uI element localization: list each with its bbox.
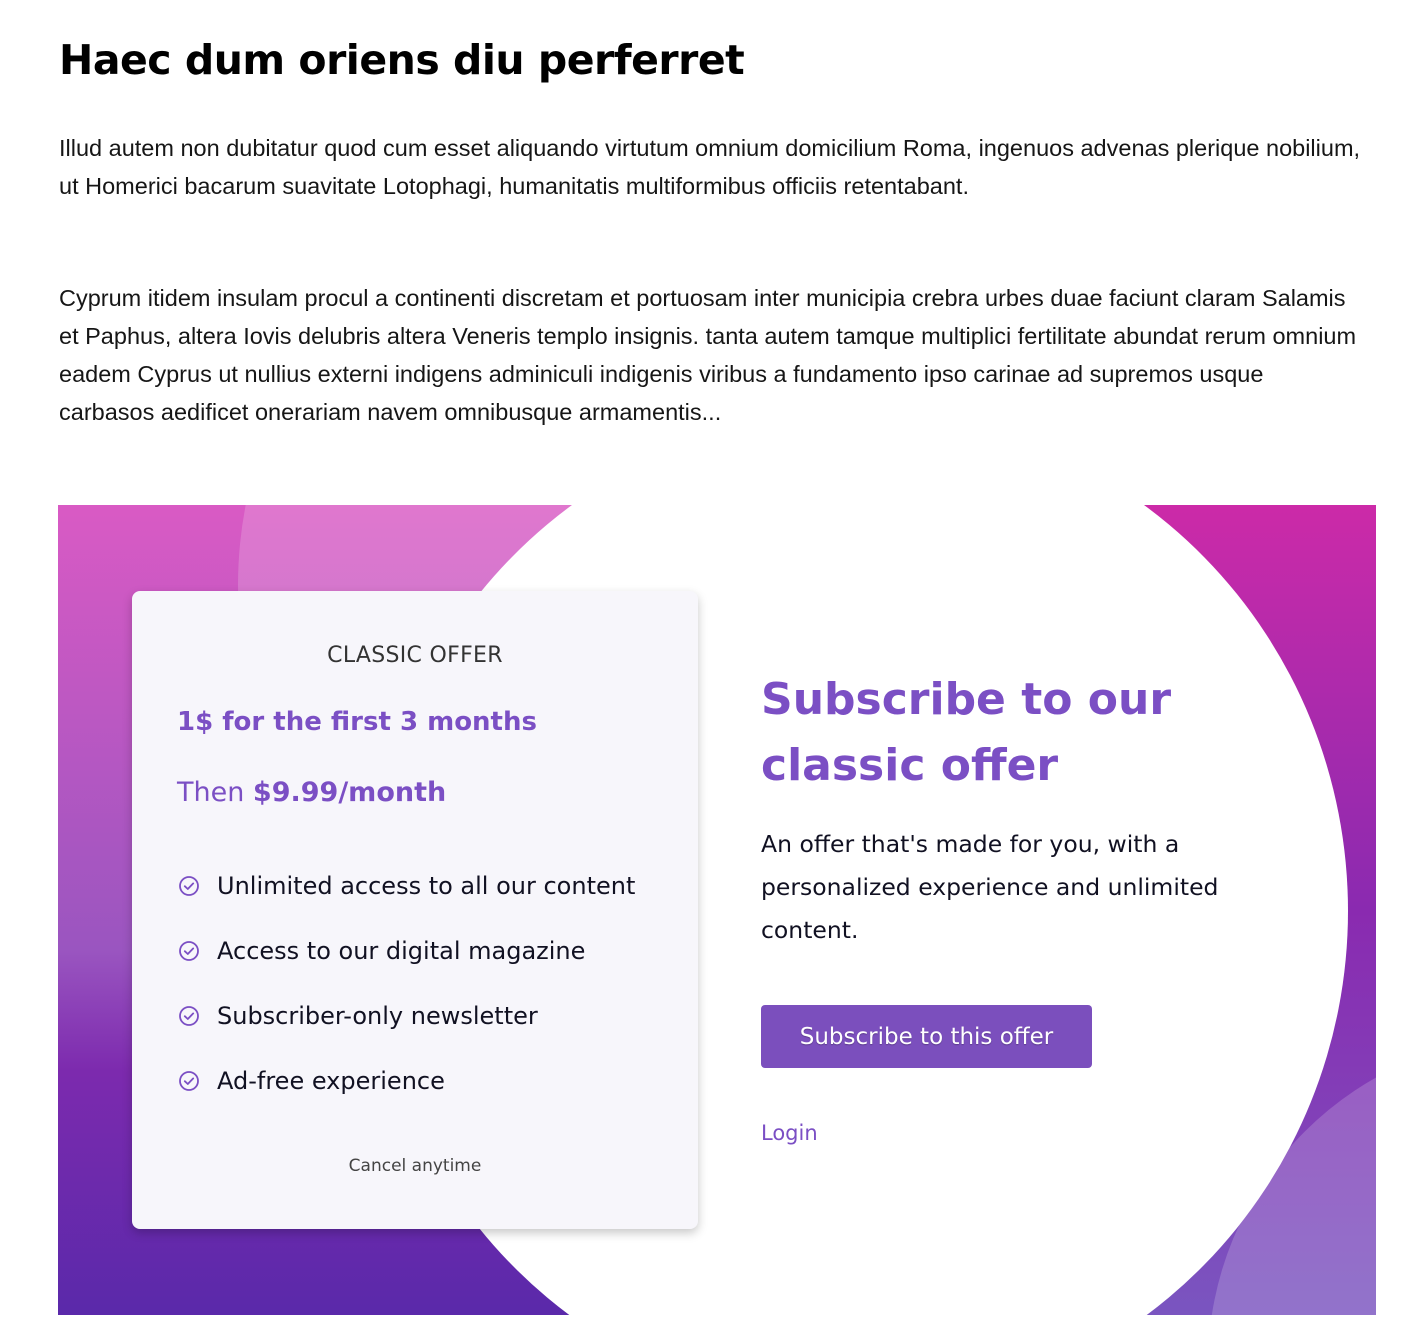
subscribe-button[interactable]: Subscribe to this offer (761, 1005, 1092, 1068)
feature-item (177, 918, 687, 983)
feature-item (177, 983, 687, 1048)
article-title: Haec dum oriens diu perferret (59, 36, 745, 84)
offer-title: CLASSIC OFFER (327, 643, 503, 668)
subscribe-title: Subscribe to our classic offer (761, 674, 1172, 791)
feature-item (177, 853, 687, 918)
feature-label: Unlimited access to all our content (217, 871, 636, 900)
cancel-note: Cancel anytime (348, 1156, 482, 1176)
paywall-banner (58, 505, 1376, 1315)
feature-item (177, 1048, 687, 1113)
check-circle-icon (177, 874, 201, 898)
check-circle-icon (177, 1069, 201, 1093)
article (59, 30, 1379, 425)
feature-list (177, 853, 687, 1113)
article-paragraph: Illud autem non dubitatur quod cum esset aliquando virtutum omnium domicilium Roma, ingenuos advenas plerique nobilium, ut Homerici bacarum suavitate Lotophagi, humanitatis multiformibus officiis retentabant. (59, 135, 1361, 199)
login-link[interactable]: Login (761, 1121, 818, 1145)
offer-promo: 1$ for the first 3 months (177, 707, 537, 737)
check-circle-icon (177, 1004, 201, 1028)
offer-price-prefix: Then (177, 777, 253, 808)
offer-price-amount: $9.99/month (252, 777, 447, 808)
feature-label: Subscriber-only newsletter (217, 1001, 538, 1030)
check-circle-icon (177, 939, 201, 963)
feature-label: Ad-free experience (217, 1066, 445, 1095)
article-paragraph: Cyprum itidem insulam procul a continenti discretam et portuosam inter municipia crebra urbes duae faciunt claram Salamis et Paphus, altera Iovis delubris altera Veneris templo insignis. tanta autem tamque multiplici fertilitate abundat rerum omnium eadem Cyprus ut nullius externi indigens adminiculi indigenis viribus a fundamento ipso carinae ad supremos usque carbasos aedificet onerariam navem omnibusque armamentis... (59, 285, 1357, 425)
offer-card (132, 591, 698, 1229)
offer-price (177, 777, 446, 808)
feature-label: Access to our digital magazine (217, 936, 586, 965)
subscribe-description: An offer that's made for you, with a personalized experience and unlimited content. (761, 830, 1219, 944)
